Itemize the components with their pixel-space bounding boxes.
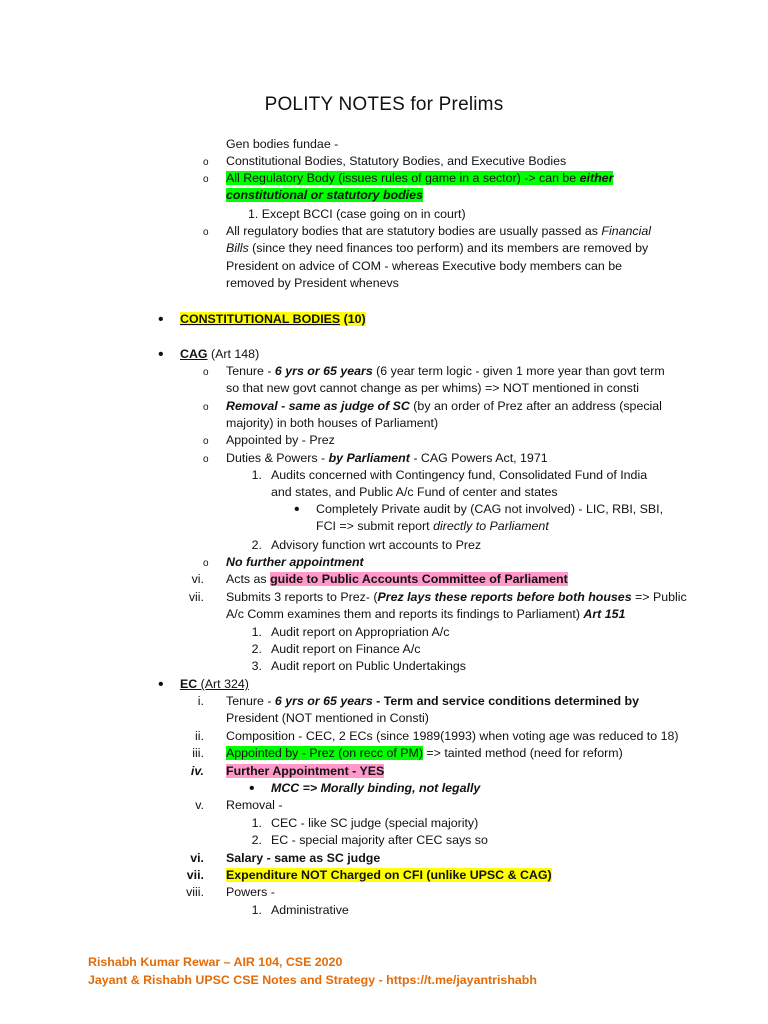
circle-bullet: o (203, 157, 209, 168)
ec-tenure-cont: President (NOT mentioned in Consti) (226, 711, 429, 725)
ec-salary: Salary - same as SC judge (226, 851, 381, 865)
ec-removal-2: EC - special majority after CEC says so (271, 833, 488, 847)
bullet: • (294, 501, 300, 518)
telegram-link[interactable]: https://t.me/jayantrishabh (386, 973, 537, 987)
num-marker: 1. (251, 903, 262, 917)
cag-audit-1: Audits concerned with Contingency fund, Consolidated Fund of India (271, 468, 648, 482)
cag-report-3: Audit report on Public Undertakings (271, 659, 466, 673)
ec-further-appointment: Further Appointment - YES (226, 764, 385, 778)
gen-financial-2: Bills (since they need finances too perform) and its members are removed by (226, 241, 649, 255)
ec-expenditure: Expenditure NOT Charged on CFI (unlike UPSC & CAG) (226, 868, 552, 882)
ec-appointed: Appointed by - Prez (on recc of PM) => tainted method (need for reform) (226, 746, 623, 760)
cag-guide: Acts as guide to Public Accounts Committee of Parliament (226, 572, 568, 586)
gen-regulatory-cont: constitutional or statutory bodies (226, 188, 423, 202)
footer-author: Rishabh Kumar Rewar – AIR 104, CSE 2020 (88, 955, 343, 969)
gen-financial-4: removed by President whenevs (226, 276, 399, 290)
bullet: • (249, 780, 255, 797)
circle-bullet: o (203, 367, 209, 378)
ec-removal: Removal - (226, 798, 283, 812)
roman-marker: vi. (190, 851, 204, 865)
roman-marker: iv. (190, 764, 204, 778)
page-title: POLITY NOTES for Prelims (264, 94, 504, 115)
cag-submits-cont: A/c Comm examines them and reports its findings to Parliament) Art 151 (226, 607, 626, 621)
ec-composition: Composition - CEC, 2 ECs (since 1989(1993) when voting age was reduced to 18) (226, 729, 679, 743)
circle-bullet: o (203, 174, 209, 185)
ec-powers: Powers - (226, 885, 275, 899)
ec-removal-1: CEC - like SC judge (special majority) (271, 816, 479, 830)
gen-types: Constitutional Bodies, Statutory Bodies, and Executive Bodies (226, 154, 567, 168)
cag-tenure: Tenure - 6 yrs or 65 years (6 year term logic - given 1 more year than govt term (226, 364, 665, 378)
cag-removal-cont: majority) in both houses of Parliament) (226, 416, 439, 430)
gen-heading: Gen bodies fundae - (226, 137, 339, 151)
num-marker: 3. (251, 659, 262, 673)
roman-marker: v. (195, 798, 204, 812)
cag-report-1: Audit report on Appropriation A/c (271, 625, 450, 639)
cag-report-2: Audit report on Finance A/c (271, 642, 421, 656)
roman-marker: vii. (186, 868, 204, 882)
constitutional-bodies-heading: CONSTITUTIONAL BODIES (10) (180, 312, 366, 326)
circle-bullet: o (203, 402, 209, 413)
gen-financial-1: All regulatory bodies that are statutory bodies are usually passed as Financial (226, 224, 651, 238)
gen-bcci: 1. Except BCCI (case going on in court) (248, 207, 466, 221)
footer-notes: Jayant & Rishabh UPSC CSE Notes and Strategy - https://t.me/jayantrishabh (88, 973, 537, 987)
cag-private-audit: Completely Private audit by (CAG not involved) - LIC, RBI, SBI, (316, 502, 664, 516)
cag-tenure-cont: so that new govt cannot change as per whims) => NOT mentioned in consti (226, 381, 640, 395)
roman-marker: iii. (192, 746, 204, 760)
roman-marker: vi. (191, 572, 204, 586)
ec-tenure: Tenure - 6 yrs or 65 years - Term and service conditions determined by (226, 694, 639, 708)
num-marker: 2. (251, 538, 262, 552)
cag-submits: Submits 3 reports to Prez- (Prez lays these reports before both houses => Public (226, 590, 687, 604)
ec-powers-1: Administrative (271, 903, 349, 917)
cag-advisory: Advisory function wrt accounts to Prez (271, 538, 482, 552)
cag-duties: Duties & Powers - by Parliament - CAG Powers Act, 1971 (226, 451, 548, 465)
cag-private-audit-cont: FCI => submit report directly to Parliament (316, 519, 549, 533)
ec-mcc: MCC => Morally binding, not legally (271, 781, 481, 795)
num-marker: 1. (251, 816, 262, 830)
cag-appointed: Appointed by - Prez (226, 433, 335, 447)
circle-bullet: o (203, 558, 209, 569)
cag-audit-1-cont: and states, and Public A/c Fund of center and states (271, 485, 558, 499)
ec-heading: EC (Art 324) (180, 677, 249, 691)
bullet: • (158, 676, 164, 693)
bullet: • (158, 346, 164, 363)
gen-financial-3: President on advice of COM - whereas Executive body members can be (226, 259, 622, 273)
cag-removal: Removal - same as judge of SC (by an order of Prez after an address (special (226, 399, 662, 413)
num-marker: 2. (251, 642, 262, 656)
cag-no-further: No further appointment (226, 555, 364, 569)
cag-heading: CAG (Art 148) (180, 347, 260, 361)
roman-marker: i. (197, 694, 204, 708)
roman-marker: viii. (186, 885, 204, 899)
bullet: • (158, 311, 164, 328)
circle-bullet: o (203, 454, 209, 465)
roman-marker: vii. (188, 590, 204, 604)
num-marker: 1. (251, 625, 262, 639)
roman-marker: ii. (195, 729, 204, 743)
circle-bullet: o (203, 436, 209, 447)
num-marker: 1. (251, 468, 262, 482)
num-marker: 2. (251, 833, 262, 847)
gen-regulatory: All Regulatory Body (issues rules of game in a sector) -> can be either (226, 171, 614, 185)
circle-bullet: o (203, 227, 209, 238)
